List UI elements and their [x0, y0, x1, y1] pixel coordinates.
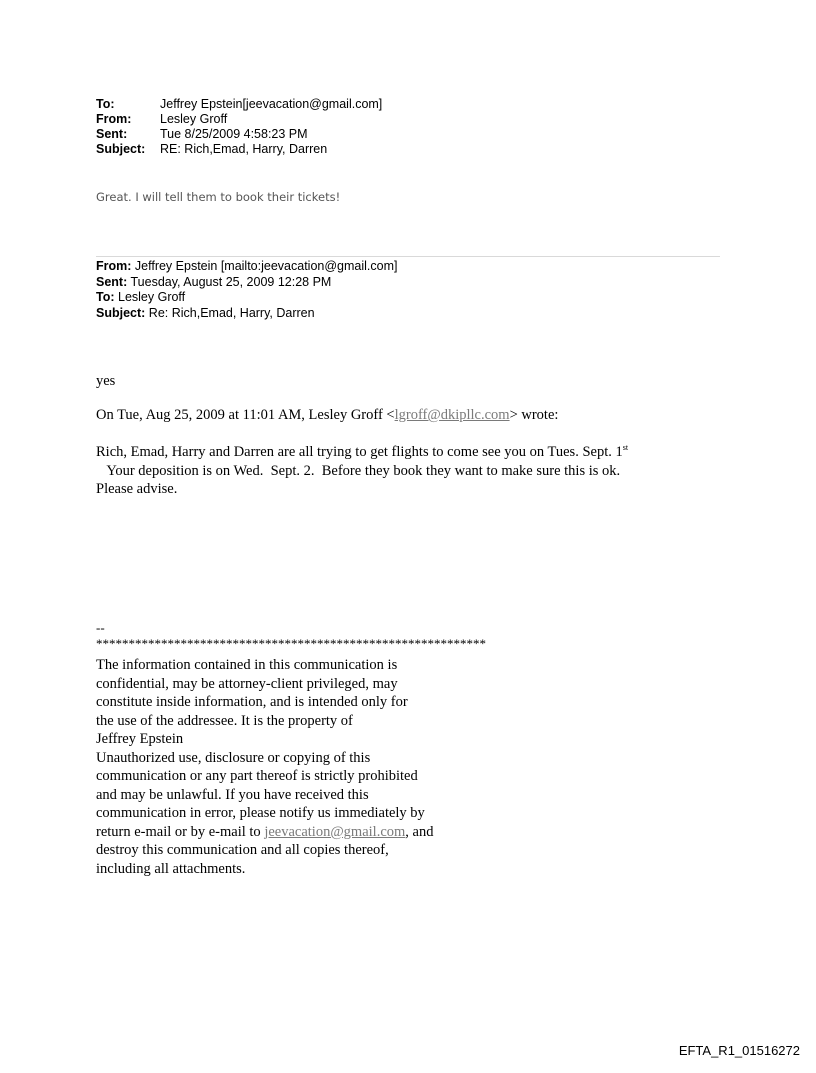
header-sent-row [96, 127, 382, 142]
quoted-subject-row [96, 306, 397, 322]
disclaimer-line: the use of the addressee. It is the property of [96, 712, 353, 729]
header-to-row [96, 97, 382, 112]
disclaimer-line: including all attachments. [96, 860, 246, 877]
disclaimer-line: constitute inside information, and is intended only for [96, 694, 408, 710]
return-suffix: , and [405, 823, 434, 840]
on-wrote-prefix: On Tue, Aug 25, 2009 at 11:01 AM, Lesley Groff < [96, 407, 395, 423]
quoted-subject-value: Re: Rich,Emad, Harry, Darren [145, 305, 315, 320]
email-header [96, 97, 382, 157]
quoted-subject-label: Subject: [96, 305, 146, 320]
message-line-3: Please advise. [96, 481, 178, 497]
signature-dashes: -- [96, 620, 105, 635]
disclaimer-line: Unauthorized use, disclosure or copying of this [96, 749, 371, 766]
subject-label: Subject: [96, 142, 146, 156]
message-body [96, 443, 716, 499]
message-line-1-text: Rich, Emad, Harry and Darren are all trying to get flights to come see you on Tues. Sept. 1 [96, 444, 623, 460]
document-id: EFTA_R1_01516272 [678, 1043, 800, 1058]
sent-label: Sent: [96, 127, 128, 141]
yes-text: yes [96, 373, 116, 389]
disclaimer-line: confidential, may be attorney-client privileged, may [96, 675, 398, 692]
disclaimer-return-line [96, 823, 433, 842]
signature-stars: ************************************************************ [96, 636, 486, 651]
quoted-to-label: To: [96, 290, 115, 304]
disclaimer-line: and may be unlawful. If you have received this [96, 786, 369, 803]
disclaimer-line: communication or any part thereof is strictly prohibited [96, 768, 418, 784]
on-wrote-line [96, 406, 558, 425]
quoted-sent-value: Tuesday, August 25, 2009 12:28 PM [127, 274, 332, 289]
disclaimer [96, 656, 433, 878]
message-line-1 [96, 443, 716, 462]
quoted-to-row [96, 290, 397, 306]
quoted-sent-label: Sent: [96, 274, 128, 289]
quoted-sent-row [96, 275, 397, 291]
disclaimer-line: The information contained in this communication is [96, 657, 398, 673]
reply-text: Great. I will tell them to book their tickets! [96, 190, 341, 204]
quoted-header [96, 259, 397, 321]
sent-value: Tue 8/25/2009 4:58:23 PM [160, 127, 308, 141]
from-value: Lesley Groff [160, 112, 228, 126]
lgroff-email-link[interactable]: lgroff@dkipllc.com [394, 407, 510, 423]
disclaimer-line: destroy this communication and all copies thereof, [96, 842, 389, 858]
quoted-from-value: Jeffrey Epstein [mailto:jeevacation@gmail.com] [131, 259, 398, 273]
quoted-from-label: From: [96, 259, 132, 273]
message-line-2: Your deposition is on Wed. Sept. 2. Before they book they want to make sure this is ok. [96, 462, 621, 479]
header-subject-row [96, 142, 382, 157]
divider [96, 256, 720, 257]
return-prefix: return e-mail or by e-mail to [96, 823, 265, 840]
message-line-1-sup: st [622, 443, 629, 453]
disclaimer-line: Jeffrey Epstein [96, 731, 184, 747]
to-value: Jeffrey Epstein[jeevacation@gmail.com] [160, 97, 383, 111]
from-label: From: [96, 112, 132, 126]
jeevacation-email-link[interactable]: jeevacation@gmail.com [264, 823, 406, 840]
subject-value: RE: Rich,Emad, Harry, Darren [160, 142, 328, 156]
disclaimer-line: communication in error, please notify us immediately by [96, 805, 425, 821]
on-wrote-suffix: > wrote: [509, 407, 559, 423]
quoted-from-row [96, 259, 397, 275]
header-from-row [96, 112, 382, 127]
to-label: To: [96, 97, 115, 111]
quoted-to-value: Lesley Groff [114, 290, 186, 304]
